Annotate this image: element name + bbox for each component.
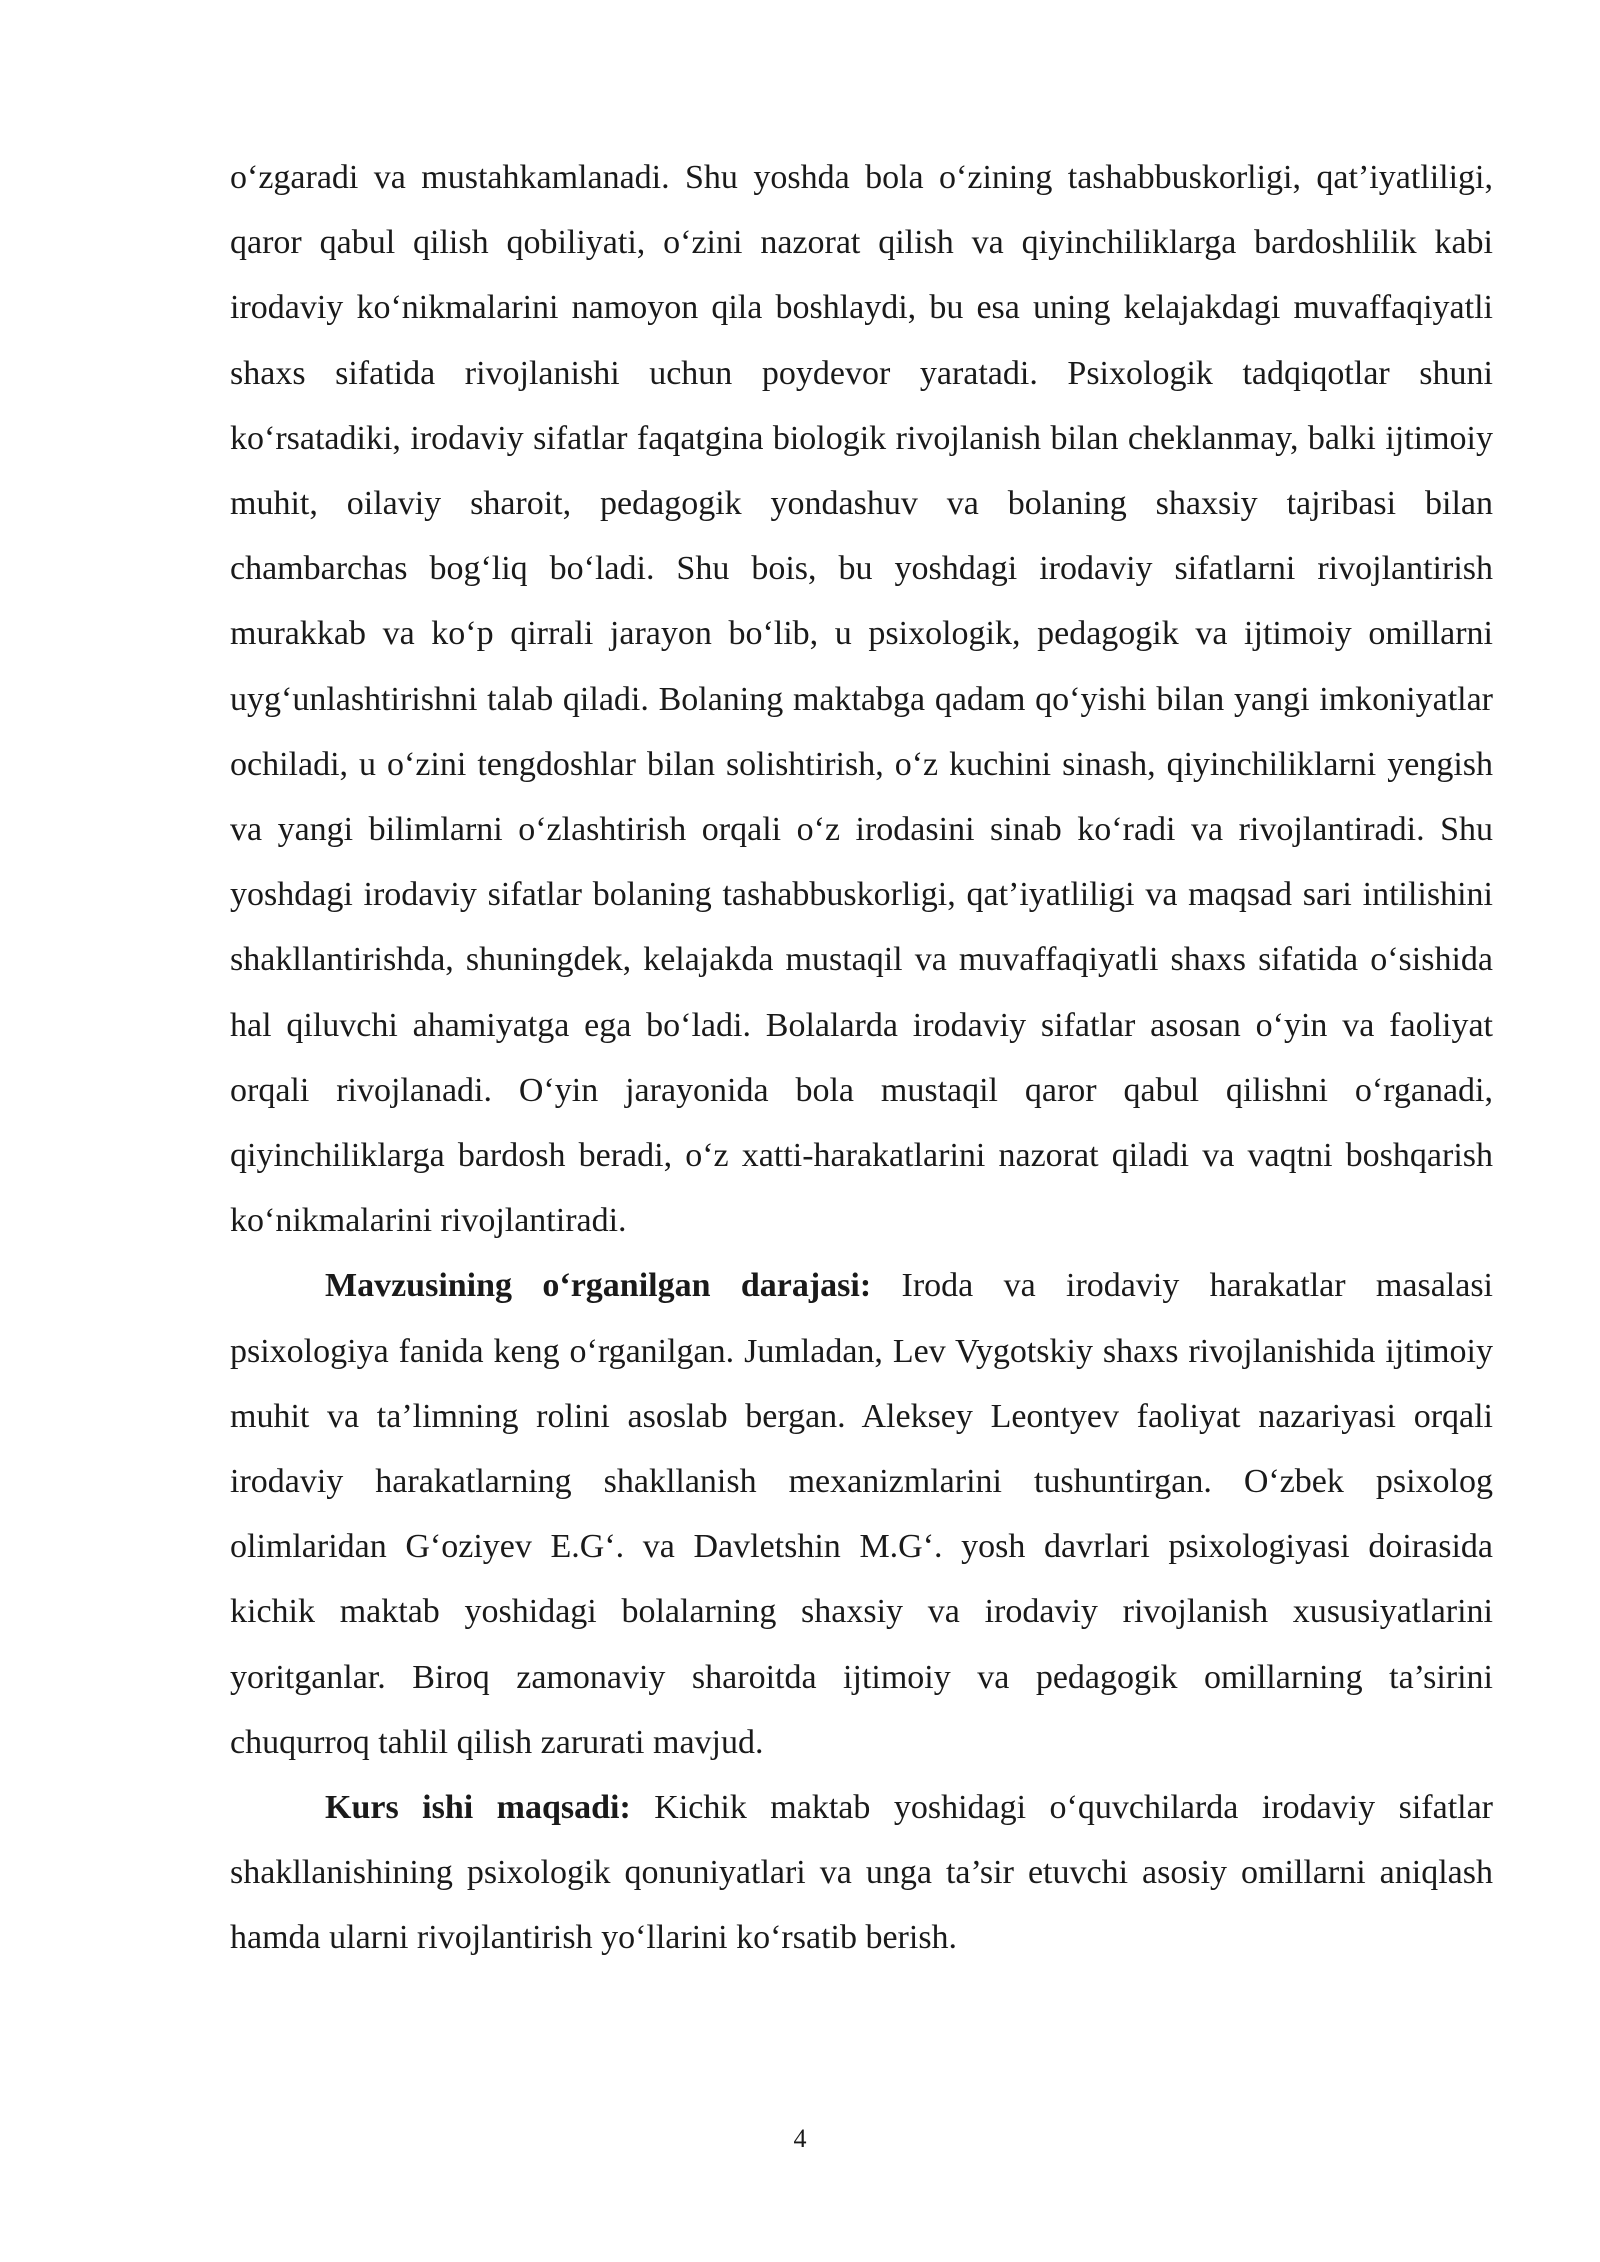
paragraph-continuation: o‘zgaradi va mustahkamlanadi. Shu yoshda bola o‘zining tashabbuskorligi, qat’iyatliligi, qaror qabul qilish qobiliyati, o‘zini nazorat qilish va qiyinchiliklarga bardoshlilik kabi irodaviy ko‘nikmalarini namoyon qila boshlaydi, bu esa uning kelajakdagi muvaffaqiyatli shaxs sifatida rivojlanishi uchun poydevor yaratadi. Psixologik tadqiqotlar shuni ko‘rsatadiki, irodaviy sifatlar faqatgina biologik rivojlanish bilan cheklanmay, balki ijtimoiy muhit, oilaviy sharoit, pedagogik yondashuv va bolaning shaxsiy tajribasi bilan chambarchas bog‘liq bo‘ladi. Shu bois, bu yoshdagi irodaviy sifatlarni rivojlantirish murakkab va ko‘p qirrali jarayon bo‘lib, u psixologik, pedagogik va ijtimoiy omillarni uyg‘unlashtirishni talab qiladi. Bolaning maktabga qadam qo‘yishi bilan yangi imkoniyatlar ochiladi, u o‘zini tengdoshlar bilan solishtirish, o‘z kuchini sinash, qiyinchiliklarni yengish va yangi bilimlarni o‘zlashtirish orqali o‘z irodasini sinab ko‘radi va rivojlantiradi. Shu yoshdagi irodaviy sifatlar bolaning tashabbuskorligi, qat’iyatliligi va maqsad sari intilishini shakllantirishda, shuningdek, kelajakda mustaqil va muvaffaqiyatli shaxs sifatida o‘sishida hal qiluvchi ahamiyatga ega bo‘ladi. Bolalarda irodaviy sifatlar asosan o‘yin va faoliyat orqali rivojlanadi. O‘yin jarayonida bola mustaqil qaror qabul qilishni o‘rganadi, qiyinchiliklarga bardosh beradi, o‘z xatti-harakatlarini nazorat qiladi va vaqtni boshqarish ko‘nikmalarini rivojlantiradi. (230, 159, 1493, 1240)
course-goal-text: Kichik maktab yoshidagi o‘quvchilarda irodaviy sifatlar shakllanishining psixologik qonuniyatlari va unga ta’sir etuvchi asosiy omillarni aniqlash hamda ularni rivojlantirish yo‘llarini ko‘rsatib berish. (230, 1789, 1493, 1957)
study-level-text: Iroda va irodaviy harakatlar masalasi psixologiya fanida keng o‘rganilgan. Jumladan, Lev Vygotskiy shaxs rivojlanishida ijtimoiy muhit va ta’limning rolini asoslab bergan. Aleksey Leontyev faoliyat nazariyasi orqali irodaviy harakatlarning shakllanish mexanizmlarini tushuntirgan. O‘zbek psixolog olimlaridan G‘oziyev E.G‘. va Davletshin M.G‘. yosh davrlari psixologiyasi doirasida kichik maktab yoshidagi bolalarning shaxsiy va irodaviy rivojlanish xususiyatlarini yoritganlar. Biroq zamonaviy sharoitda ijtimoiy va pedagogik omillarning ta’sirini chuqurroq tahlil qilish zarurati mavjud. (230, 1267, 1493, 1761)
course-goal-heading: Kurs ishi maqsadi: (325, 1789, 631, 1827)
page-number: 4 (793, 2124, 807, 2153)
paragraph-course-goal (230, 1775, 1493, 1971)
paragraph-study-level (230, 1253, 1493, 1775)
body-text (230, 145, 1493, 1971)
study-level-heading: Mavzusining o‘rganilgan darajasi: (325, 1267, 872, 1305)
